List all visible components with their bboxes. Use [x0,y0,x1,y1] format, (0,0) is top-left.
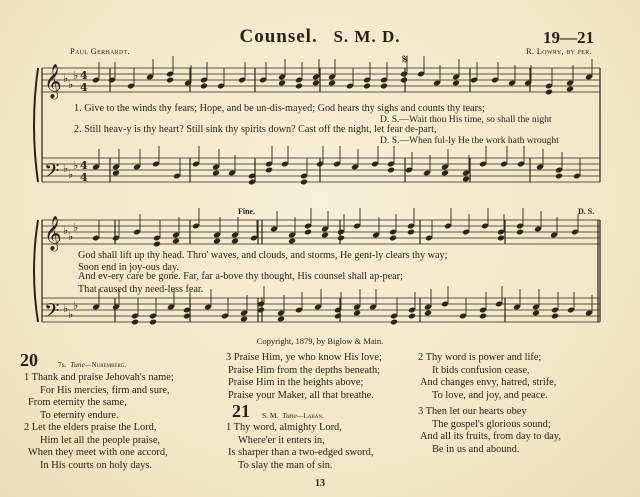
svg-text:♭: ♭ [68,230,74,243]
svg-text:4: 4 [80,159,88,172]
notehead [200,83,208,90]
notehead [400,77,408,84]
notehead [497,235,505,242]
notehead [278,80,286,87]
notehead [462,176,470,183]
notehead [441,170,449,177]
svg-text:♭: ♭ [63,72,69,85]
notehead [304,229,312,236]
notehead [566,86,574,93]
notehead [172,238,180,245]
hymn21-meter: S. M. Tune—Laban. [262,411,324,420]
svg-text:♭: ♭ [63,162,69,175]
hymn-title: Counsel. [239,26,318,47]
author-credit: Paul Gerhardt. [70,46,130,56]
notehead [213,238,221,245]
notehead [452,80,460,87]
svg-text:♭: ♭ [68,308,74,321]
notehead [545,89,553,96]
notehead [166,77,174,84]
svg-text:4: 4 [80,81,88,94]
fine-marker: Fine. [238,207,256,216]
notehead [551,313,559,320]
hymn-meter: S. M. D. [333,27,401,46]
svg-text:♭: ♭ [73,159,79,172]
system2-line3: And ev-ery care be gone. Far, far a-bove thy thought, His counsel shall ap-pear; [78,271,403,282]
ds-marker: D. S. [578,207,595,216]
svg-text:♭: ♭ [68,78,74,91]
notehead [153,241,161,248]
svg-text:♭: ♭ [73,221,79,234]
notehead [380,83,388,90]
svg-text:♭: ♭ [63,224,69,237]
svg-text:𝄋: 𝄋 [402,52,409,68]
hymn20-number: 20 [20,350,38,370]
notehead [295,83,303,90]
notehead [300,179,308,186]
ds-line1: D. S.—Wait thou His time, so shall the night [380,114,552,125]
notehead [231,238,239,245]
notehead [555,173,563,180]
notehead [408,313,416,320]
notehead [212,170,220,177]
svg-text:𝄢: 𝄢 [44,159,60,187]
notehead [516,229,524,236]
svg-text:♭: ♭ [73,299,79,312]
notehead [288,238,296,245]
svg-text:♭: ♭ [68,168,74,181]
hymn20-meter: 7s. Tune—Nuremberg. [58,360,127,369]
ds-line2: D. S.—When ful-ly He the work hath wrought [380,135,559,146]
hymn21-verses-2-3: 2 Thy word is power and life; It bids confusion cease, And changes envy, hatred, strife, To love, and joy, and peace. 3 Then let our hearts obey The gospel's glorious sound; And all its fruits, from day to day, Be in us and abound. [418,352,562,455]
hymn20-verse3: 3 Praise Him, ye who know His love; Praise Him from the depths beneath; Praise Him in the heights above; Praise your Maker, all that breathe. [226,352,382,401]
hymn21-verse1: 1 Thy word, almighty Lord, Where'er it enters in, Is sharper than a two-edged sword, To slay the man of sin. [226,422,374,471]
verse1-lyrics: 1. Give to the winds thy fears; Hope, and be un-dis-mayed; God hears thy sighs and counts thy tears; [74,103,485,114]
notehead [387,167,395,174]
notehead [353,310,361,317]
notehead [532,310,540,317]
notehead [337,235,345,242]
notehead [479,313,487,320]
notehead [265,167,273,174]
notehead [334,313,342,320]
notehead [277,316,285,323]
svg-text:4: 4 [80,171,88,184]
notehead [407,229,415,236]
notehead [390,319,398,326]
copyright: Copyright, 1879, by Biglow & Main. [256,336,384,346]
system2-line2: Soon end in joy-ous day. [78,262,179,273]
notehead [328,80,336,87]
hymn20-verses: 1 Thank and praise Jehovah's name; For His mercies, firm and sure, From eternity the same, To eternity endure. 2 Let the elders praise the Lord, Him let all the people praise, When they meet with one accord, In His courts on holy days. [24,372,174,471]
notehead [149,319,157,326]
svg-text:𝄢: 𝄢 [44,299,60,327]
notehead [131,319,139,326]
page-number: 13 [315,478,325,489]
notehead [312,80,320,87]
svg-text:4: 4 [80,69,88,82]
hymn-number: 19—21 [543,28,594,47]
composer-credit: R. Lowry, by per. [525,46,592,56]
system2-line4: That caused thy need-less fear. [78,284,204,295]
verse2-lyrics: 2. Still heav-y is thy heart? Still sink thy spirits down? Cast off the night, let fear de-part, [74,124,437,135]
system2-line1: God shall lift up thy head. Thro' waves, and clouds, and storms, He gent-ly clears thy way; [78,250,448,261]
notehead [240,316,248,323]
notehead [321,232,329,239]
svg-text:𝄞: 𝄞 [44,64,62,99]
notehead [112,170,120,177]
notehead [389,235,397,242]
notehead [424,310,432,317]
svg-text:♭: ♭ [73,69,79,82]
svg-text:♭: ♭ [63,302,69,315]
hymn21-number: 21 [232,401,250,421]
notehead [363,83,371,90]
svg-text:𝄞: 𝄞 [44,216,62,251]
